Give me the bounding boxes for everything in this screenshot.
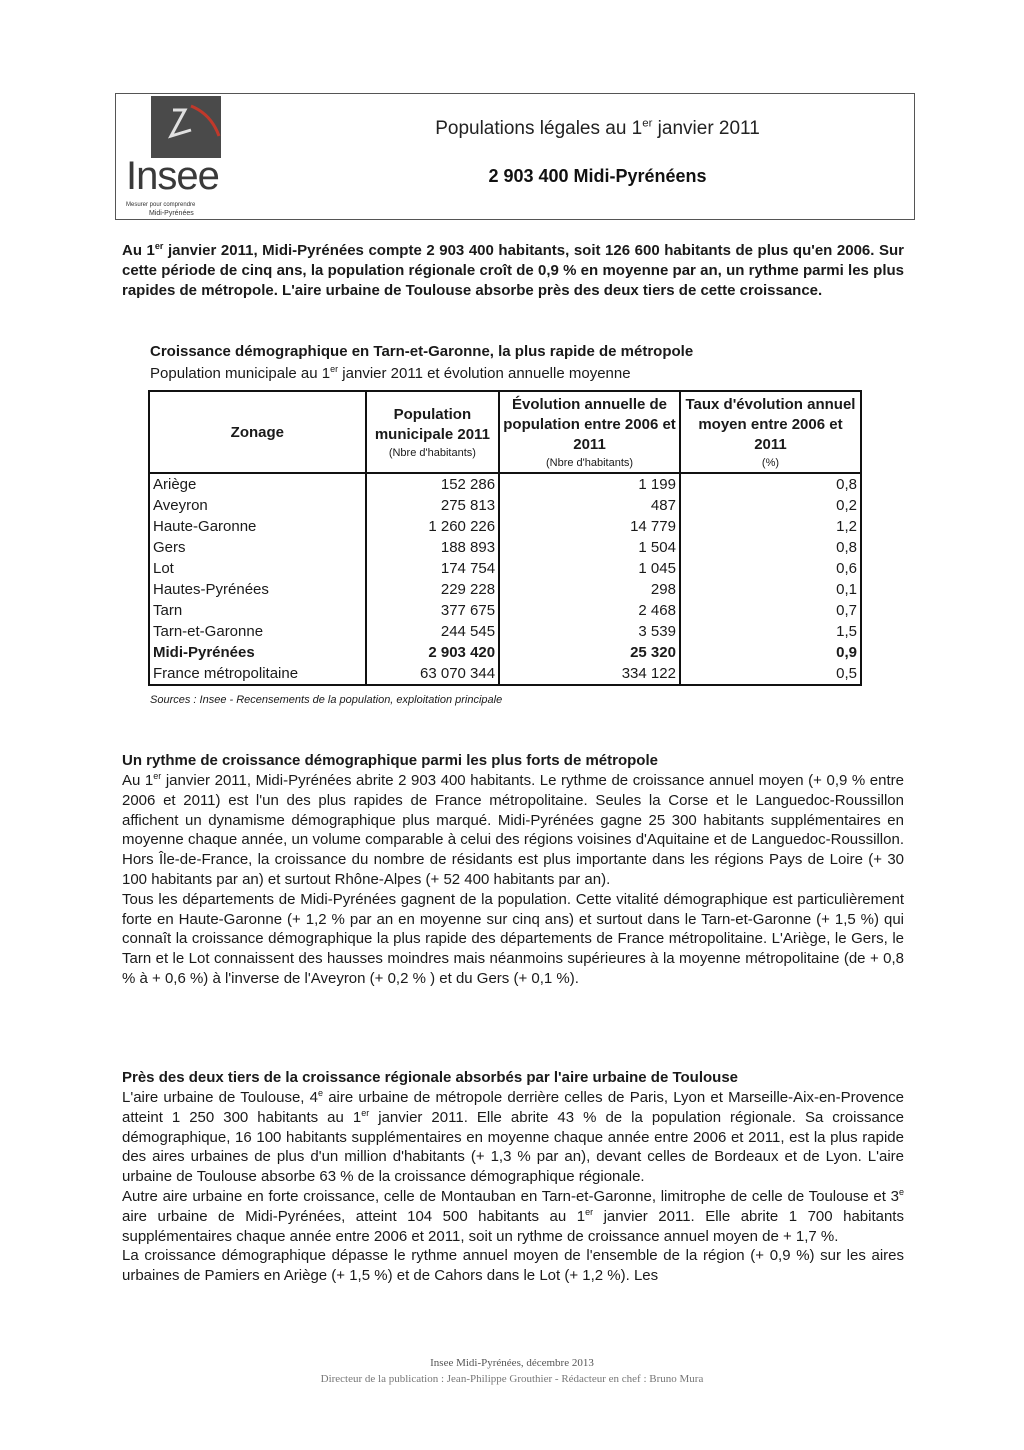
header-evolution: Évolution annuelle de population entre 2006 et 2011 (Nbre d'habitants) <box>499 391 680 473</box>
cell-population: 244 545 <box>366 621 499 642</box>
page-title: Populations légales au 1er janvier 2011 <box>435 117 760 139</box>
section-heading: Un rythme de croissance démographique parmi les plus forts de métropole <box>122 752 658 769</box>
table-row <box>149 663 861 685</box>
table-row <box>149 537 861 558</box>
cell-zonage: Haute-Garonne <box>149 516 366 537</box>
table-header-row <box>149 391 861 473</box>
cell-evolution: 1 199 <box>499 473 680 495</box>
cell-evolution: 298 <box>499 579 680 600</box>
cell-zonage: Ariège <box>149 473 366 495</box>
table-row <box>149 579 861 600</box>
cell-zonage: Tarn <box>149 600 366 621</box>
header-population: Population municipale 2011 (Nbre d'habitants) <box>366 391 499 473</box>
table-row <box>149 600 861 621</box>
table-row <box>149 558 861 579</box>
cell-evolution: 487 <box>499 495 680 516</box>
cell-taux: 0,7 <box>680 600 861 621</box>
cell-population: 174 754 <box>366 558 499 579</box>
cell-evolution: 3 539 <box>499 621 680 642</box>
cell-taux: 0,9 <box>680 642 861 663</box>
intro-paragraph: Au 1er janvier 2011, Midi-Pyrénées compte 2 903 400 habitants, soit 126 600 habitants de plus qu'en 2006. Sur cette période de cinq ans, la population régionale croît de 0,9 % en moyenne par an, un rythme parmi les plus rapides de métropole. L'aire urbaine de Toulouse absorbe près des deux tiers de cette croissance. <box>122 241 904 299</box>
cell-taux: 1,2 <box>680 516 861 537</box>
cell-zonage: Midi-Pyrénées <box>149 642 366 663</box>
cell-zonage: Lot <box>149 558 366 579</box>
cell-zonage: Tarn-et-Garonne <box>149 621 366 642</box>
cell-evolution: 1 504 <box>499 537 680 558</box>
logo-tagline: Mesurer pour comprendre <box>126 202 196 208</box>
table-row <box>149 495 861 516</box>
cell-taux: 0,2 <box>680 495 861 516</box>
cell-evolution: 1 045 <box>499 558 680 579</box>
insee-logo <box>121 96 223 218</box>
cell-zonage: France métropolitaine <box>149 663 366 685</box>
cell-population: 275 813 <box>366 495 499 516</box>
population-table <box>148 390 862 686</box>
cell-taux: 0,1 <box>680 579 861 600</box>
section-heading: Près des deux tiers de la croissance régionale absorbés par l'aire urbaine de Toulouse <box>122 1069 739 1086</box>
section-paragraph: La croissance démographique dépasse le rythme annuel moyen de l'ensemble de la région (+ 0,9 %) sur les aires urbaines de Pamiers en Ariège (+ 1,5 %) et de Cahors dans le Lot (+ 1,2 %). Les <box>122 1247 904 1285</box>
cell-taux: 1,5 <box>680 621 861 642</box>
cell-population: 1 260 226 <box>366 516 499 537</box>
cell-population: 152 286 <box>366 473 499 495</box>
cell-taux: 0,8 <box>680 473 861 495</box>
table-source: Sources : Insee - Recensements de la population, exploitation principale <box>150 694 503 706</box>
cell-evolution: 25 320 <box>499 642 680 663</box>
footer-publisher: Insee Midi-Pyrénées, décembre 2013 <box>430 1357 594 1369</box>
cell-population: 377 675 <box>366 600 499 621</box>
table-row <box>149 621 861 642</box>
cell-taux: 0,6 <box>680 558 861 579</box>
table-subtitle: Population municipale au 1er janvier 2011 et évolution annuelle moyenne <box>150 364 631 382</box>
footer-credits: Directeur de la publication : Jean-Philippe Grouthier - Rédacteur en chef : Bruno Mura <box>320 1373 704 1385</box>
cell-zonage: Gers <box>149 537 366 558</box>
section-croissance <box>122 751 904 989</box>
header-zonage: Zonage <box>149 391 366 473</box>
table-row <box>149 473 861 495</box>
page-subtitle: 2 903 400 Midi-Pyrénéens <box>488 166 707 186</box>
cell-evolution: 2 468 <box>499 600 680 621</box>
cell-taux: 0,5 <box>680 663 861 685</box>
cell-zonage: Hautes-Pyrénées <box>149 579 366 600</box>
cell-population: 2 903 420 <box>366 642 499 663</box>
document-header <box>115 93 915 220</box>
cell-taux: 0,8 <box>680 537 861 558</box>
header-taux: Taux d'évolution annuel moyen entre 2006 et 2011 (%) <box>680 391 861 473</box>
cell-evolution: 14 779 <box>499 516 680 537</box>
cell-zonage: Aveyron <box>149 495 366 516</box>
section-paragraph: L'aire urbaine de Toulouse, 4e aire urbaine de métropole derrière celles de Paris, Lyon et Marseille-Aix-en-Provence atteint 1 250 300 habitants au 1er janvier 2011. Elle abrite 43 % de la population régionale. Sa croissance démographique, 16 100 habitants supplémentaires en moyenne chaque année entre 2006 et 2011, est la plus rapide des aires urbaines de plus d'un million d'habitants (+ 1,3 % par an), devant celles de Bordeaux et de Lyon. L'aire urbaine de Toulouse absorbe 63 % de la croissance démographique régionale. <box>122 1088 904 1186</box>
table-row <box>149 642 861 663</box>
section-paragraph: Autre aire urbaine en forte croissance, celle de Montauban en Tarn-et-Garonne, limitrophe de celle de Toulouse et 3e aire urbaine de Midi-Pyrénées, atteint 104 500 habitants au 1er janvier 2011. Elle abrite 1 700 habitants supplémentaires chaque année entre 2006 et 2011, soit un rythme de croissance annuel moyen de + 1,7 %. <box>122 1186 904 1245</box>
cell-evolution: 334 122 <box>499 663 680 685</box>
logo-wordmark: Insee <box>126 154 219 198</box>
table-title: Croissance démographique en Tarn-et-Garonne, la plus rapide de métropole <box>150 343 694 360</box>
cell-population: 229 228 <box>366 579 499 600</box>
section-aire-urbaine <box>122 1068 904 1286</box>
cell-population: 188 893 <box>366 537 499 558</box>
table-row <box>149 516 861 537</box>
section-paragraph: Au 1er janvier 2011, Midi-Pyrénées abrite 2 903 400 habitants. Le rythme de croissance annuel moyen (+ 0,9 % entre 2006 et 2011) est l'un des plus rapides de France métropolitaine. Seules la Corse et le Languedoc-Roussillon affichent un dynamisme démographique plus marqué. Midi-Pyrénées gagne 25 300 habitants supplémentaires en moyenne chaque année, un volume comparable à celui des régions voisines d'Aquitaine et de Languedoc-Roussillon. Hors Île-de-France, la croissance du nombre de résidants est plus importante dans les régions Pays de Loire (+ 30 100 habitants par an) et surtout Rhône-Alpes (+ 52 400 habitants par an). <box>122 771 904 888</box>
logo-region: Midi-Pyrénées <box>149 210 194 217</box>
cell-population: 63 070 344 <box>366 663 499 685</box>
section-paragraph: Tous les départements de Midi-Pyrénées gagnent de la population. Cette vitalité démographique est particulièrement forte en Haute-Garonne (+ 1,2 % par an en moyenne sur cinq ans) et surtout dans le Tarn-et-Garonne (+ 1,5 %) qui connaît la croissance démographique la plus rapide des départements de France métropolitaine. L'Ariège, le Gers, le Tarn et le Lot connaissent des hausses moindres mais néanmoins supérieures à la moyenne métropolitaine (de + 0,8 % à + 0,6 %) à l'inverse de l'Aveyron (+ 0,2 % ) et du Gers (+ 0,1 %). <box>122 890 904 987</box>
